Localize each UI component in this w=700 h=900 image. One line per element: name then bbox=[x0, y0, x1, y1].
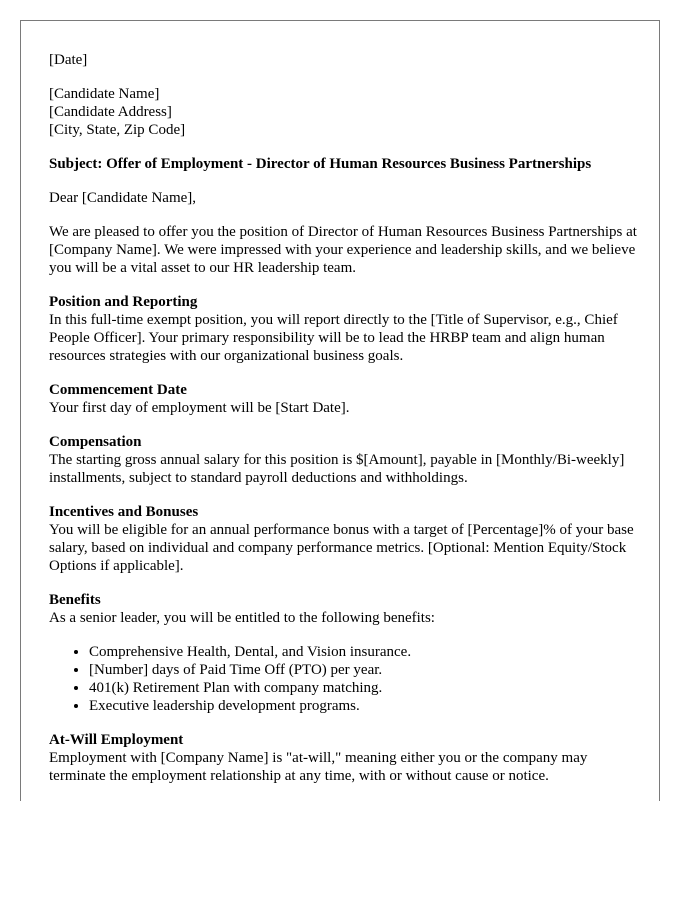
section-body: Employment with [Company Name] is "at-will," meaning either you or the company may terminate the employment relationship at any time, with or without cause or notice. bbox=[49, 750, 588, 784]
salutation-block bbox=[49, 189, 639, 207]
date-block bbox=[49, 51, 639, 69]
recipient-name: [Candidate Name] bbox=[49, 86, 160, 102]
letter-date: [Date] bbox=[49, 52, 88, 68]
letter-content bbox=[49, 51, 639, 801]
at-will-section bbox=[49, 731, 639, 785]
section-heading: Benefits bbox=[49, 592, 101, 608]
recipient-block bbox=[49, 85, 639, 139]
section-heading: At-Will Employment bbox=[49, 732, 184, 748]
list-item: • 401(k) Retirement Plan with company matching. bbox=[89, 679, 639, 697]
subject-block bbox=[49, 155, 639, 173]
section-body: Your first day of employment will be [Start Date]. bbox=[49, 400, 350, 416]
section-body: In this full-time exempt position, you will report directly to the [Title of Supervisor, e.g., Chief People Officer]. Your primary responsibility will be to lead the HRBP team and align human resources strategies with our organizational business goals. bbox=[49, 312, 618, 364]
list-item: • Comprehensive Health, Dental, and Vision insurance. bbox=[89, 643, 639, 661]
section-heading: Commencement Date bbox=[49, 382, 187, 398]
section-heading: Incentives and Bonuses bbox=[49, 504, 199, 520]
intro-paragraph: We are pleased to offer you the position of Director of Human Resources Business Partnerships at [Company Name]. We were impressed with your experience and leadership skills, and we believe you will be a vital asset to our HR leadership team. bbox=[49, 224, 637, 276]
subject-line: Subject: Offer of Employment - Director of Human Resources Business Partnerships bbox=[49, 156, 592, 172]
section-heading: Compensation bbox=[49, 434, 142, 450]
list-item: • [Number] days of Paid Time Off (PTO) per year. bbox=[89, 661, 639, 679]
list-item: • Executive leadership development programs. bbox=[89, 697, 639, 715]
section-body: As a senior leader, you will be entitled to the following benefits: bbox=[49, 610, 435, 626]
benefits-list bbox=[49, 643, 639, 715]
compensation-section bbox=[49, 433, 639, 487]
letter-page bbox=[20, 20, 660, 801]
section-heading: Position and Reporting bbox=[49, 294, 198, 310]
intro-block bbox=[49, 223, 639, 277]
incentives-section bbox=[49, 503, 639, 575]
recipient-city-state-zip: [City, State, Zip Code] bbox=[49, 122, 186, 138]
benefits-section bbox=[49, 591, 639, 715]
section-body: You will be eligible for an annual performance bonus with a target of [Percentage]% of your base salary, based on individual and company performance metrics. [Optional: Mention Equity/Stock Options if applicable]. bbox=[49, 522, 634, 574]
position-section bbox=[49, 293, 639, 365]
salutation: Dear [Candidate Name], bbox=[49, 190, 197, 206]
section-body: The starting gross annual salary for this position is $[Amount], payable in [Monthly/Bi-weekly] installments, subject to standard payroll deductions and withholdings. bbox=[49, 452, 625, 486]
commencement-section bbox=[49, 381, 639, 417]
recipient-address: [Candidate Address] bbox=[49, 104, 172, 120]
